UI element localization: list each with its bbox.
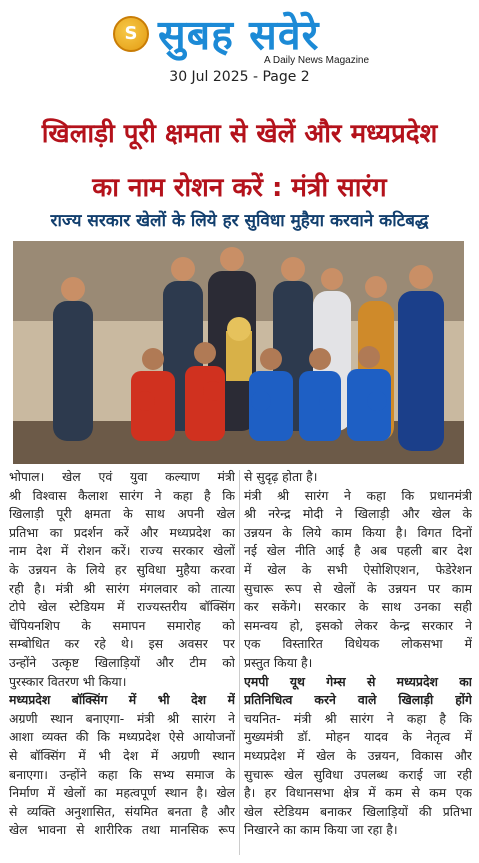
- paragraph-line: से व्यक्ति अनुशासित, संयमित बनता है और: [9, 803, 235, 819]
- paragraph-line: उन्नयन के लिये काम किया है। विगत दिनों: [244, 524, 472, 540]
- paragraph-line: सम्बोधित कर रहे थे। इस अवसर पर: [9, 636, 235, 652]
- paragraph-line: से सुदृढ़ होता है।: [244, 469, 318, 484]
- paragraph-line: निर्माण में खेलों का महत्वपूर्ण स्थान है। खेल: [9, 785, 235, 801]
- paragraph-line: प्रस्तुत किया है।: [244, 654, 313, 670]
- article-column-left: [9, 468, 235, 840]
- paragraph-line: समन्वय हो, इसको लेकर केन्द्र सरकार ने: [244, 617, 472, 633]
- paragraph-line: से बॉक्सिंग में भी देश में अग्रणी स्थान: [9, 747, 235, 763]
- paragraph-line: उन्होंने उत्कृष्ट खिलाड़ियों और टीम को: [9, 654, 235, 670]
- paragraph-line: बनाएगा। उन्होंने कहा कि सभ्य समाज के: [9, 766, 235, 782]
- paragraph-line: सुचारू खेल सुविधा उपलब्ध कराई जा रही: [244, 766, 472, 782]
- paragraph-line: सुचारू रूप से खेलों के उन्नयन पर काम: [244, 580, 472, 596]
- paragraph-line: के उन्नयन के लिये हर सुविधा मुहैया करवा: [9, 561, 235, 577]
- paragraph-line: अग्रणी स्थान बनाएगा- मंत्री श्री सारंग ने: [9, 710, 235, 726]
- paragraph-line: में खेल के सभी ऐसोशिएशन, फेडेरेशन: [244, 561, 472, 577]
- article-column-right: [244, 468, 472, 840]
- paragraph-line: चेंपियनशिप के समापन समारोह को: [9, 617, 235, 633]
- paragraph-line: प्रतिभा का प्रदर्शन करें और मध्यप्रदेश का: [9, 524, 235, 540]
- section-heading-line: प्रतिनिधित्व करने वाले खिलाड़ी होंगे: [244, 692, 472, 708]
- paragraph-line: मुख्यमंत्री डॉ. मोहन यादव के नेतृत्व में: [244, 729, 472, 745]
- date-page-label: 30 Jul 2025 - Page 2: [169, 69, 310, 85]
- paragraph-line: नई खेल नीति आई है अब पहली बार देश: [244, 543, 472, 559]
- paragraph-line: एक विस्तारित विधेयक लोकसभा में: [244, 636, 472, 652]
- brand-title: सुबह सवेरे: [158, 11, 320, 59]
- paragraph-line: कर सकेंगे। सरकार के साथ उनका सही: [244, 599, 472, 615]
- paragraph-line: मंत्री श्री सारंग ने कहा कि प्रधानमंत्री: [244, 487, 472, 503]
- paragraph-line: है। हर विधानसभा क्षेत्र में कम से कम एक: [244, 785, 472, 801]
- paragraph-line: रही है। मंत्री श्री सारंग मंगलवार को तात्या: [9, 580, 235, 596]
- section-heading-line: एमपी यूथ गेम्स से मध्यप्रदेश का: [244, 673, 472, 689]
- brand-tagline: A Daily News Magazine: [264, 55, 370, 66]
- section-heading-line: मध्यप्रदेश बॉक्सिंग में भी देश में: [9, 692, 235, 708]
- masthead: [0, 0, 479, 95]
- headline-line-2: का नाम रोशन करें : मंत्री सारंग: [92, 173, 387, 203]
- paragraph-line: खिलाड़ी पूरी क्षमता के साथ अपनी खेल: [9, 506, 235, 522]
- brand-coin-icon: [113, 16, 149, 52]
- paragraph-line: श्री नरेन्द्र मोदी ने खिलाड़ी और खेल के: [244, 506, 472, 522]
- paragraph-line: मध्यप्रदेश में खेल के उन्नयन, विकास और: [244, 747, 472, 763]
- subheadline: राज्य सरकार खेलों के लिये हर सुविधा मुहैया करवाने कटिबद्ध: [50, 211, 429, 231]
- paragraph-line: नाम देश में रोशन करें। राज्य सरकार खेलों: [9, 543, 235, 559]
- paragraph-line: चयनित- मंत्री श्री सारंग ने कहा है कि: [244, 710, 472, 726]
- paragraph-line: पुरस्कार वितरण भी किया।: [9, 673, 127, 689]
- logo-letter: S: [124, 23, 138, 44]
- column-divider: [239, 470, 240, 855]
- paragraph-line: आशा व्यक्त की कि मध्यप्रदेश ऐसे आयोजनों: [9, 729, 235, 745]
- paragraph-line: भोपाल। खेल एवं युवा कल्याण मंत्री: [9, 469, 235, 484]
- paragraph-line: टोपे खेल स्टेडियम में राज्यस्तरीय बॉक्सिंग: [9, 599, 235, 615]
- paragraph-line: श्री विश्वास कैलाश सारंग ने कहा है कि: [9, 487, 235, 503]
- headline-line-1: खिलाड़ी पूरी क्षमता से खेलें और मध्यप्रदेश: [41, 119, 438, 149]
- paragraph-line: निखारने का काम किया जा रहा है।: [244, 822, 398, 838]
- group-photo: [13, 241, 464, 464]
- paragraph-line: खेल स्टेडियम बनाकर खिलाड़ियों की प्रतिभा: [244, 803, 472, 819]
- paragraph-line: खेल भावना से शारीरिक तथा मानसिक रूप: [9, 822, 235, 838]
